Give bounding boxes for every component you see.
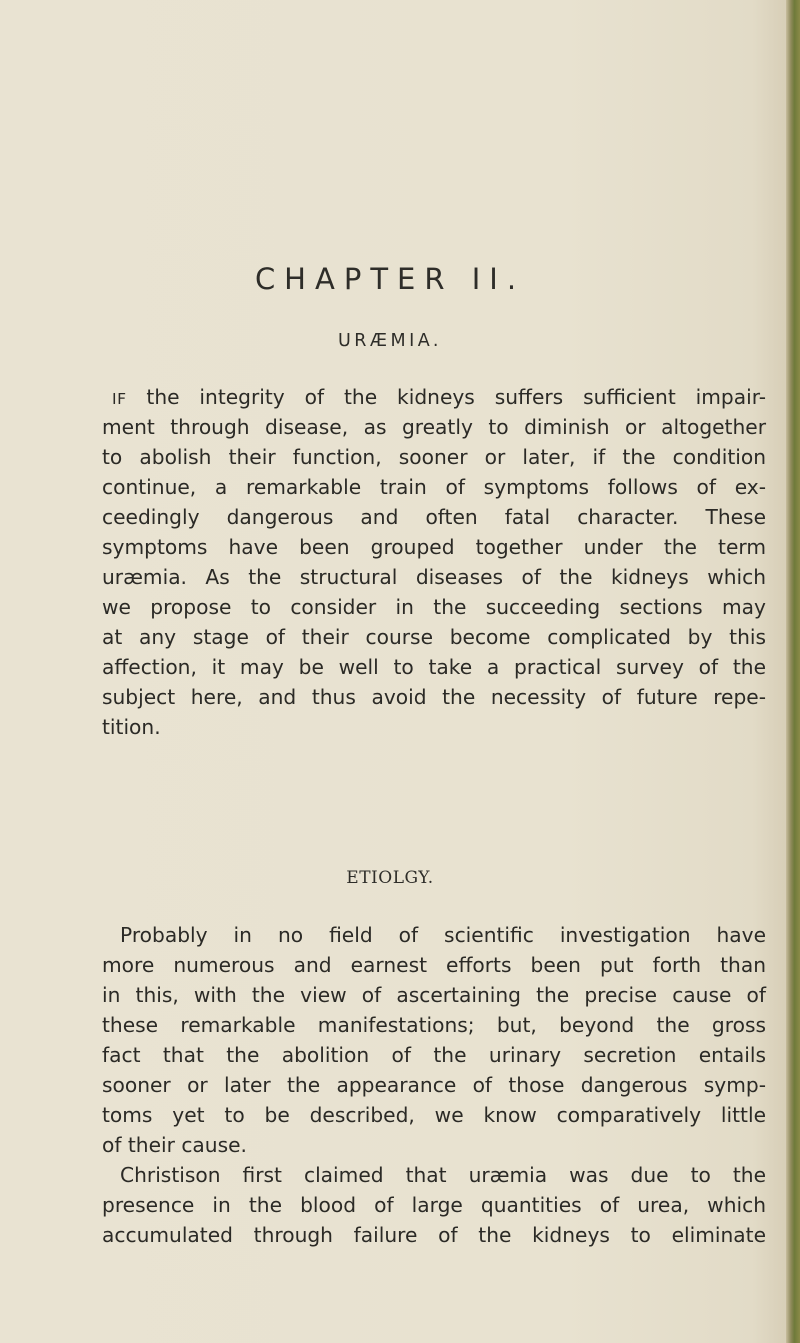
section-heading: ETIOLGY.: [346, 868, 434, 888]
paragraph2-line: more numerous and earnest efforts been put forth than: [102, 953, 766, 977]
paragraph2-line: sooner or later the appearance of those dangerous symp-: [102, 1073, 766, 1097]
paragraph3-line: accumulated through failure of the kidneys to eliminate: [102, 1223, 766, 1247]
paragraph1-line: IF the integrity of the kidneys suffers sufficient impair-: [112, 385, 766, 409]
paragraph2-line: in this, with the view of ascertaining the precise cause of: [102, 983, 766, 1007]
paragraph2-line: Probably in no field of scientific investigation have: [120, 923, 766, 947]
paragraph1-line: ment through disease, as greatly to diminish or altogether: [102, 415, 766, 439]
paragraph1-line: symptoms have been grouped together under the term: [102, 535, 766, 559]
paragraph3-line: Christison first claimed that uræmia was due to the: [120, 1163, 766, 1187]
paragraph2-line: of their cause.: [102, 1133, 247, 1157]
paragraph1-line: continue, a remarkable train of symptoms follows of ex-: [102, 475, 766, 499]
paragraph3-line: presence in the blood of large quantities of urea, which: [102, 1193, 766, 1217]
chapter-title: CHAPTER II.: [254, 262, 526, 296]
paragraph1-line: we propose to consider in the succeeding sections may: [102, 595, 766, 619]
paragraph1-line: tition.: [102, 715, 161, 739]
paragraph1-line: to abolish their function, sooner or later, if the condition: [102, 445, 766, 469]
page-edge: [786, 0, 800, 1343]
paragraph2-line: these remarkable manifestations; but, beyond the gross: [102, 1013, 766, 1037]
paragraph2-line: toms yet to be described, we know comparatively little: [102, 1103, 766, 1127]
initial-smallcaps: IF: [112, 390, 127, 408]
paragraph1-line: ceedingly dangerous and often fatal character. These: [102, 505, 766, 529]
paragraph1-line: subject here, and thus avoid the necessity of future repe-: [102, 685, 766, 709]
chapter-subtitle: URÆMIA.: [337, 331, 442, 351]
paragraph1-line: affection, it may be well to take a practical survey of the: [102, 655, 766, 679]
paragraph2-line: fact that the abolition of the urinary secretion entails: [102, 1043, 766, 1067]
paragraph1-line: uræmia. As the structural diseases of the kidneys which: [102, 565, 766, 589]
paragraph1-line: at any stage of their course become complicated by this: [102, 625, 766, 649]
